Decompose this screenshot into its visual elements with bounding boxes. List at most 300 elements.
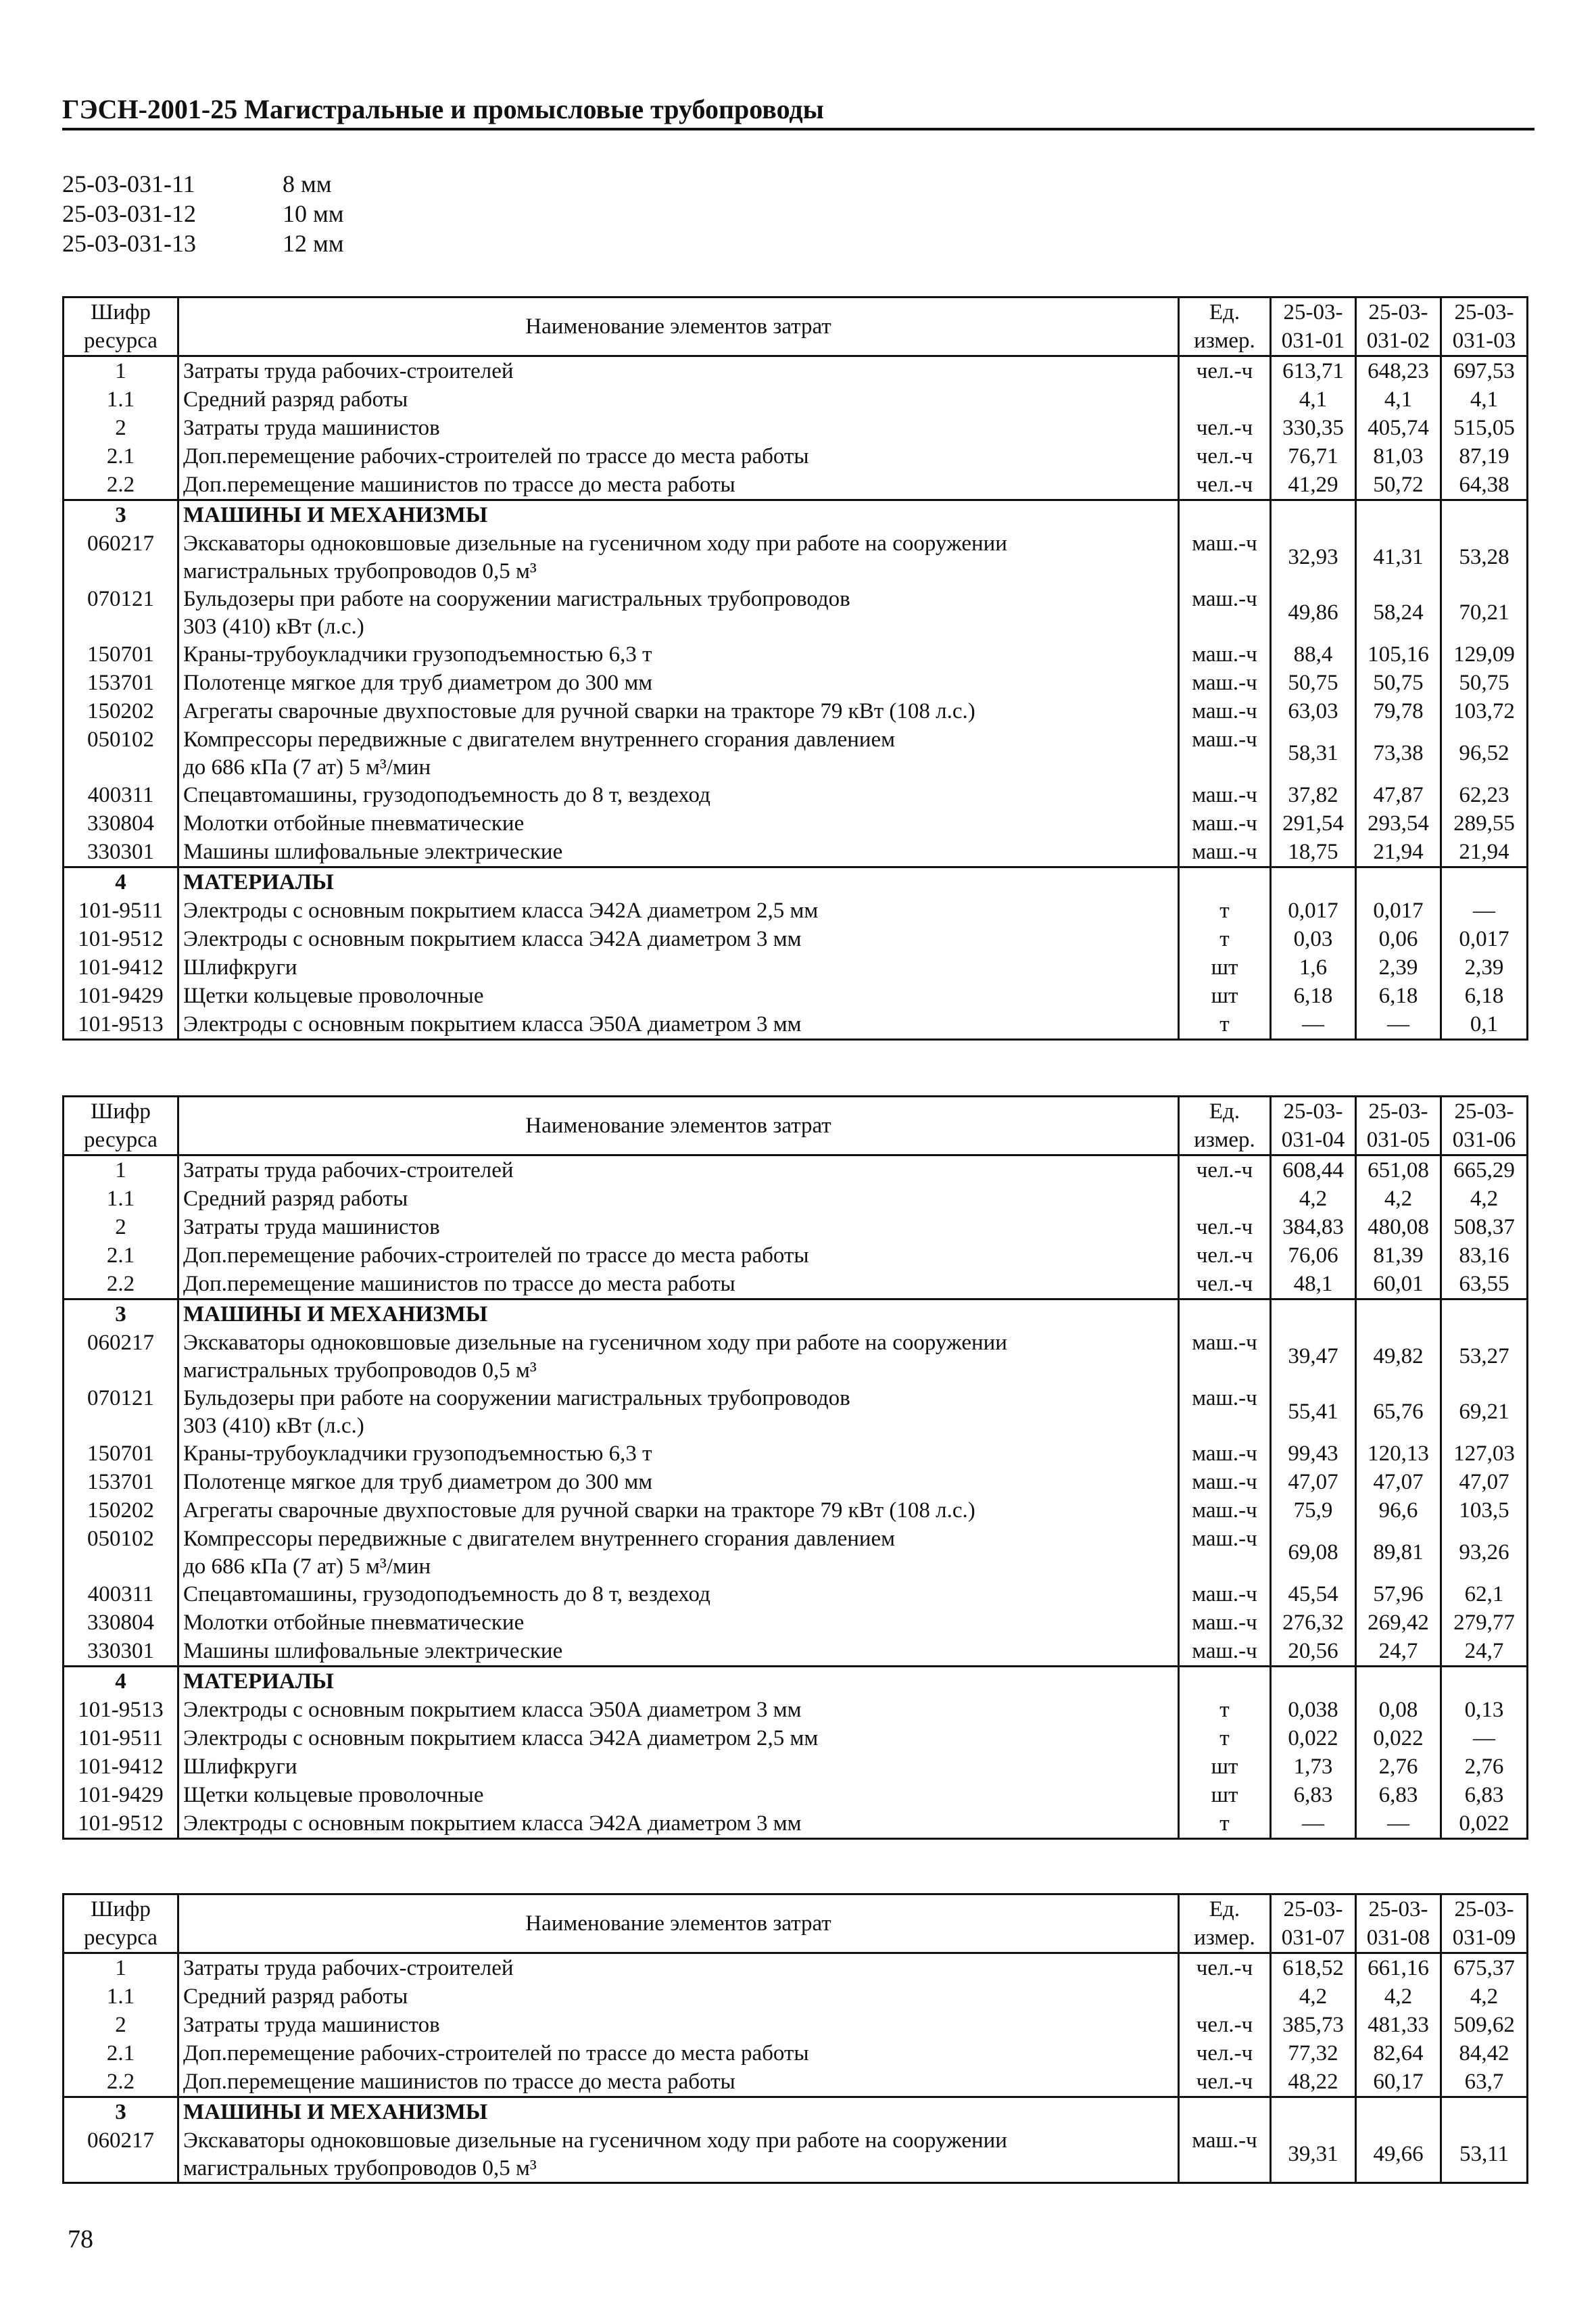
column-header-norm-top: 25-03- xyxy=(1271,1894,1356,1924)
variant-row xyxy=(62,199,344,229)
table-row xyxy=(64,2039,1528,2068)
table-row xyxy=(64,1781,1528,1809)
column-header-unit-bottom: измер. xyxy=(1179,327,1271,356)
resource-value: 65,76 xyxy=(1356,1384,1441,1439)
resource-name: Агрегаты сварочные двухпостовые для ручной сварки на тракторе 79 кВт (108 л.с.) xyxy=(178,1496,1179,1525)
resource-value: 508,37 xyxy=(1441,1213,1528,1241)
resource-value: 515,05 xyxy=(1441,414,1528,442)
resource-code: 150701 xyxy=(64,1439,178,1468)
resource-unit: маш.-ч xyxy=(1179,1525,1271,1580)
resource-value: 4,1 xyxy=(1441,385,1528,414)
resource-value: 4,2 xyxy=(1271,1185,1356,1213)
resource-code: 3 xyxy=(64,1299,178,1329)
resource-value: 0,13 xyxy=(1441,1696,1528,1724)
resource-value xyxy=(1271,1667,1356,1696)
resource-code: 150202 xyxy=(64,1496,178,1525)
resource-value: 405,74 xyxy=(1356,414,1441,442)
column-header-norm-bottom: 031-03 xyxy=(1441,327,1528,356)
resource-value xyxy=(1271,2097,1356,2127)
resource-value: 675,37 xyxy=(1441,1953,1528,1983)
table-row xyxy=(64,1241,1528,1270)
resource-value: 63,03 xyxy=(1271,697,1356,725)
table-row xyxy=(64,529,1528,558)
resource-name: Шлифкруги xyxy=(178,1752,1179,1781)
resource-name: Электроды с основным покрытием класса Э50А диаметром 3 мм xyxy=(178,1696,1179,1724)
resource-name: МАШИНЫ И МЕХАНИЗМЫ xyxy=(178,1299,1179,1329)
resource-name: Доп.перемещение рабочих-строителей по трассе до места работы xyxy=(178,2039,1179,2068)
resource-value: 697,53 xyxy=(1441,356,1528,386)
column-header-unit-bottom: измер. xyxy=(1179,1924,1271,1953)
resource-value: 6,18 xyxy=(1441,982,1528,1010)
resource-unit: чел.-ч xyxy=(1179,1155,1271,1185)
resource-value xyxy=(1356,2097,1441,2127)
resource-name: Средний разряд работы xyxy=(178,1185,1179,1213)
resource-value: 93,26 xyxy=(1441,1525,1528,1580)
resource-code: 330804 xyxy=(64,1608,178,1637)
resource-name: Доп.перемещение машинистов по трассе до места работы xyxy=(178,1270,1179,1299)
resource-value: 613,71 xyxy=(1271,356,1356,386)
resource-value: 651,08 xyxy=(1356,1155,1441,1185)
resource-value: 32,93 xyxy=(1271,529,1356,585)
resource-code: 2.1 xyxy=(64,442,178,471)
resource-unit: маш.-ч xyxy=(1179,669,1271,697)
resource-code: 101-9511 xyxy=(64,1724,178,1752)
resource-value: 4,2 xyxy=(1356,1185,1441,1213)
resource-value: 55,41 xyxy=(1271,1384,1356,1439)
variant-code: 25-03-031-11 xyxy=(62,170,195,197)
resource-unit: маш.-ч xyxy=(1179,1637,1271,1667)
resource-name: Затраты труда рабочих-строителей xyxy=(178,1953,1179,1983)
resource-unit: маш.-ч xyxy=(1179,1580,1271,1608)
resource-value: 665,29 xyxy=(1441,1155,1528,1185)
column-header-name: Наименование элементов затрат xyxy=(178,297,1179,356)
resource-name: МАТЕРИАЛЫ xyxy=(178,867,1179,897)
resource-code: 050102 xyxy=(64,725,178,781)
column-header-name: Наименование элементов затрат xyxy=(178,1894,1179,1953)
table-row xyxy=(64,1724,1528,1752)
resource-unit xyxy=(1179,2097,1271,2127)
resource-value: 76,06 xyxy=(1271,1241,1356,1270)
resource-value: 127,03 xyxy=(1441,1439,1528,1468)
resource-code: 2.2 xyxy=(64,2068,178,2097)
resource-name: Электроды с основным покрытием класса Э42А диаметром 2,5 мм xyxy=(178,1724,1179,1752)
column-header-unit-top: Ед. xyxy=(1179,1894,1271,1924)
resource-code: 060217 xyxy=(64,2126,178,2183)
resource-name: Электроды с основным покрытием класса Э42А диаметром 3 мм xyxy=(178,925,1179,953)
table-row xyxy=(64,953,1528,982)
table-row xyxy=(64,982,1528,1010)
resource-unit: чел.-ч xyxy=(1179,1270,1271,1299)
resource-unit: чел.-ч xyxy=(1179,414,1271,442)
column-header-code-bottom: ресурса xyxy=(84,329,158,353)
column-header-norm-top: 25-03- xyxy=(1271,1097,1356,1126)
resource-unit: маш.-ч xyxy=(1179,781,1271,809)
resource-name: Экскаваторы одноковшовые дизельные на гусеничном ходу при работе на сооружении xyxy=(178,2126,1179,2155)
table-row xyxy=(64,1213,1528,1241)
resource-unit: маш.-ч xyxy=(1179,1608,1271,1637)
resource-unit: т xyxy=(1179,1010,1271,1040)
resource-value: 89,81 xyxy=(1356,1525,1441,1580)
resource-value: 50,75 xyxy=(1441,669,1528,697)
table-row xyxy=(64,1155,1528,1185)
resource-unit: маш.-ч xyxy=(1179,1468,1271,1496)
resource-value: 63,7 xyxy=(1441,2068,1528,2097)
resource-value: 6,18 xyxy=(1356,982,1441,1010)
resource-name-continuation: магистральных трубопроводов 0,5 м³ xyxy=(178,558,1179,585)
resource-value: 88,4 xyxy=(1271,640,1356,669)
column-header-norm-bottom: 031-08 xyxy=(1356,1924,1441,1953)
resource-name: Машины шлифовальные электрические xyxy=(178,1637,1179,1667)
column-header-norm-top: 25-03- xyxy=(1356,297,1441,327)
column-header-norm-top: 25-03- xyxy=(1441,1097,1528,1126)
resource-value: 37,82 xyxy=(1271,781,1356,809)
resource-unit: т xyxy=(1179,1724,1271,1752)
resource-unit: маш.-ч xyxy=(1179,1329,1271,1384)
resource-value: 0,017 xyxy=(1356,897,1441,925)
resource-unit: маш.-ч xyxy=(1179,725,1271,781)
column-header-norm-top: 25-03- xyxy=(1271,297,1356,327)
column-header-code xyxy=(64,297,178,356)
table-row xyxy=(64,1496,1528,1525)
resource-value: 0,03 xyxy=(1271,925,1356,953)
resource-value: 6,18 xyxy=(1271,982,1356,1010)
resource-value: 84,42 xyxy=(1441,2039,1528,2068)
variants-list xyxy=(62,169,344,258)
resource-unit: маш.-ч xyxy=(1179,585,1271,640)
section-row xyxy=(64,1667,1528,1696)
variant-row xyxy=(62,229,344,258)
section-row xyxy=(64,2097,1528,2127)
table-row xyxy=(64,356,1528,386)
resource-unit: чел.-ч xyxy=(1179,442,1271,471)
section-row xyxy=(64,500,1528,530)
table-row xyxy=(64,1982,1528,2011)
resource-name: Доп.перемещение машинистов по трассе до места работы xyxy=(178,2068,1179,2097)
resource-value: 49,66 xyxy=(1356,2126,1441,2183)
resource-unit: шт xyxy=(1179,953,1271,982)
column-header-norm-top: 25-03- xyxy=(1441,297,1528,327)
table-row xyxy=(64,1637,1528,1667)
resource-value: 76,71 xyxy=(1271,442,1356,471)
column-header-norm-bottom: 031-02 xyxy=(1356,327,1441,356)
resource-name: Бульдозеры при работе на сооружении магистральных трубопроводов xyxy=(178,585,1179,613)
resource-name: МАШИНЫ И МЕХАНИЗМЫ xyxy=(178,500,1179,530)
table-row xyxy=(64,1580,1528,1608)
resource-unit xyxy=(1179,385,1271,414)
resource-value: 39,47 xyxy=(1271,1329,1356,1384)
resource-value: 58,24 xyxy=(1356,585,1441,640)
resource-value: 24,7 xyxy=(1441,1637,1528,1667)
resource-unit: маш.-ч xyxy=(1179,1496,1271,1525)
resource-unit: чел.-ч xyxy=(1179,2068,1271,2097)
variant-code: 25-03-031-13 xyxy=(62,230,196,257)
resource-unit xyxy=(1179,500,1271,530)
resource-value: 648,23 xyxy=(1356,356,1441,386)
resource-code: 070121 xyxy=(64,585,178,640)
resource-code: 400311 xyxy=(64,781,178,809)
resource-code: 330301 xyxy=(64,1637,178,1667)
resource-value: 385,73 xyxy=(1271,2011,1356,2039)
resource-name: Полотенце мягкое для труб диаметром до 300 мм xyxy=(178,669,1179,697)
resource-value: 64,38 xyxy=(1441,471,1528,500)
resource-value: 1,6 xyxy=(1271,953,1356,982)
resource-value xyxy=(1271,867,1356,897)
resource-name: Затраты труда рабочих-строителей xyxy=(178,1155,1179,1185)
table-row xyxy=(64,669,1528,697)
resource-value: 6,83 xyxy=(1441,1781,1528,1809)
resource-name: Молотки отбойные пневматические xyxy=(178,1608,1179,1637)
resource-value: 60,17 xyxy=(1356,2068,1441,2097)
resource-name: Электроды с основным покрытием класса Э42А диаметром 2,5 мм xyxy=(178,897,1179,925)
resource-value: 608,44 xyxy=(1271,1155,1356,1185)
resource-value: — xyxy=(1271,1809,1356,1839)
resource-value xyxy=(1356,500,1441,530)
resource-value: 618,52 xyxy=(1271,1953,1356,1983)
resource-name-continuation: 303 (410) кВт (л.с.) xyxy=(178,1412,1179,1439)
resource-value: — xyxy=(1441,897,1528,925)
resource-value: 269,42 xyxy=(1356,1608,1441,1637)
resource-code: 2.1 xyxy=(64,2039,178,2068)
resource-name-continuation: до 686 кПа (7 ат) 5 м³/мин xyxy=(178,1553,1179,1580)
resource-value: 4,2 xyxy=(1441,1185,1528,1213)
resource-unit: чел.-ч xyxy=(1179,2011,1271,2039)
resource-unit xyxy=(1179,1185,1271,1213)
resource-name: Затраты труда рабочих-строителей xyxy=(178,356,1179,386)
resource-value: 73,38 xyxy=(1356,725,1441,781)
table-row xyxy=(64,1270,1528,1299)
resource-value xyxy=(1441,1667,1528,1696)
resource-unit: чел.-ч xyxy=(1179,471,1271,500)
resource-value: 103,72 xyxy=(1441,697,1528,725)
resource-value: 6,83 xyxy=(1271,1781,1356,1809)
resource-name: МАШИНЫ И МЕХАНИЗМЫ xyxy=(178,2097,1179,2127)
resource-code: 4 xyxy=(64,1667,178,1696)
resource-value: 0,022 xyxy=(1356,1724,1441,1752)
resource-value: 103,5 xyxy=(1441,1496,1528,1525)
resource-code: 060217 xyxy=(64,1329,178,1384)
resource-unit: чел.-ч xyxy=(1179,1241,1271,1270)
resource-value: 50,75 xyxy=(1356,669,1441,697)
table-row xyxy=(64,2011,1528,2039)
resource-value: 4,1 xyxy=(1356,385,1441,414)
resource-value: 289,55 xyxy=(1441,809,1528,838)
resource-code: 2 xyxy=(64,2011,178,2039)
variant-row xyxy=(62,169,344,199)
resource-code: 1 xyxy=(64,356,178,386)
resource-name-continuation: 303 (410) кВт (л.с.) xyxy=(178,613,1179,640)
resource-value: 6,83 xyxy=(1356,1781,1441,1809)
resource-value: 0,017 xyxy=(1441,925,1528,953)
resource-unit: чел.-ч xyxy=(1179,1953,1271,1983)
resource-value xyxy=(1441,867,1528,897)
resource-value: 77,32 xyxy=(1271,2039,1356,2068)
resource-value: 2,76 xyxy=(1441,1752,1528,1781)
resource-unit xyxy=(1179,1667,1271,1696)
resource-table-2 xyxy=(62,1095,1528,1840)
resource-code: 070121 xyxy=(64,1384,178,1439)
resource-value: 69,08 xyxy=(1271,1525,1356,1580)
resource-value xyxy=(1271,1299,1356,1329)
resource-value: 18,75 xyxy=(1271,838,1356,867)
resource-name: Электроды с основным покрытием класса Э42А диаметром 3 мм xyxy=(178,1809,1179,1839)
resource-value: 4,2 xyxy=(1271,1982,1356,2011)
resource-unit: т xyxy=(1179,1809,1271,1839)
table-row xyxy=(64,2126,1528,2155)
resource-value: 21,94 xyxy=(1356,838,1441,867)
resource-table-1 xyxy=(62,296,1528,1041)
resource-value: — xyxy=(1356,1010,1441,1040)
resource-name: Доп.перемещение рабочих-строителей по трассе до места работы xyxy=(178,1241,1179,1270)
resource-name: МАТЕРИАЛЫ xyxy=(178,1667,1179,1696)
variant-value: 10 мм xyxy=(283,200,344,227)
resource-value: 41,29 xyxy=(1271,471,1356,500)
resource-name: Машины шлифовальные электрические xyxy=(178,838,1179,867)
resource-unit xyxy=(1179,1299,1271,1329)
variant-code: 25-03-031-12 xyxy=(62,200,196,227)
resource-value: 62,23 xyxy=(1441,781,1528,809)
column-header-norm-bottom: 031-04 xyxy=(1271,1126,1356,1155)
resource-value: 21,94 xyxy=(1441,838,1528,867)
resource-value: 45,54 xyxy=(1271,1580,1356,1608)
resource-value: 75,9 xyxy=(1271,1496,1356,1525)
resource-value: 50,72 xyxy=(1356,471,1441,500)
resource-value: 60,01 xyxy=(1356,1270,1441,1299)
resource-value: 2,39 xyxy=(1356,953,1441,982)
resource-value: 70,21 xyxy=(1441,585,1528,640)
resource-unit: маш.-ч xyxy=(1179,809,1271,838)
table-row xyxy=(64,725,1528,754)
section-row xyxy=(64,1299,1528,1329)
resource-code: 150202 xyxy=(64,697,178,725)
table-row xyxy=(64,385,1528,414)
resource-code: 101-9412 xyxy=(64,1752,178,1781)
column-header-code xyxy=(64,1097,178,1155)
resource-code: 2.1 xyxy=(64,1241,178,1270)
resource-value: 129,09 xyxy=(1441,640,1528,669)
table-row xyxy=(64,1468,1528,1496)
resource-code: 101-9512 xyxy=(64,925,178,953)
resource-name: Доп.перемещение рабочих-строителей по трассе до места работы xyxy=(178,442,1179,471)
resource-value: 49,82 xyxy=(1356,1329,1441,1384)
resource-value: 661,16 xyxy=(1356,1953,1441,1983)
resource-table-3 xyxy=(62,1893,1528,2184)
resource-code: 060217 xyxy=(64,529,178,585)
page-number: 78 xyxy=(68,2225,93,2253)
resource-code: 400311 xyxy=(64,1580,178,1608)
resource-name-continuation: магистральных трубопроводов 0,5 м³ xyxy=(178,2155,1179,2183)
resource-name: Электроды с основным покрытием класса Э50А диаметром 3 мм xyxy=(178,1010,1179,1040)
column-header-norm-bottom: 031-09 xyxy=(1441,1924,1528,1953)
resource-code: 2 xyxy=(64,414,178,442)
resource-value: 509,62 xyxy=(1441,2011,1528,2039)
resource-code: 153701 xyxy=(64,1468,178,1496)
resource-value: 1,73 xyxy=(1271,1752,1356,1781)
table-row xyxy=(64,838,1528,867)
resource-unit: маш.-ч xyxy=(1179,1439,1271,1468)
resource-unit xyxy=(1179,867,1271,897)
resource-value: 291,54 xyxy=(1271,809,1356,838)
table-row xyxy=(64,1608,1528,1637)
resource-value: 81,39 xyxy=(1356,1241,1441,1270)
resource-code: 050102 xyxy=(64,1525,178,1580)
resource-value: 58,31 xyxy=(1271,725,1356,781)
resource-code: 1.1 xyxy=(64,385,178,414)
resource-unit: маш.-ч xyxy=(1179,640,1271,669)
resource-code: 330301 xyxy=(64,838,178,867)
section-row xyxy=(64,867,1528,897)
column-header-norm-bottom: 031-07 xyxy=(1271,1924,1356,1953)
resource-code: 101-9429 xyxy=(64,982,178,1010)
table-row xyxy=(64,1384,1528,1412)
resource-code: 2.2 xyxy=(64,471,178,500)
table-row xyxy=(64,1809,1528,1839)
resource-value: — xyxy=(1441,1724,1528,1752)
resource-value: 47,07 xyxy=(1356,1468,1441,1496)
resource-value: 0,022 xyxy=(1441,1809,1528,1839)
column-header-code-bottom: ресурса xyxy=(84,1128,158,1152)
table-row xyxy=(64,897,1528,925)
resource-value: 4,1 xyxy=(1271,385,1356,414)
resource-value xyxy=(1441,500,1528,530)
resource-name: Затраты труда машинистов xyxy=(178,2011,1179,2039)
table-header-row xyxy=(64,297,1528,327)
table-row xyxy=(64,1953,1528,1983)
resource-value: 53,11 xyxy=(1441,2126,1528,2183)
resource-code: 101-9511 xyxy=(64,897,178,925)
resource-value: 105,16 xyxy=(1356,640,1441,669)
resource-value: 2,39 xyxy=(1441,953,1528,982)
variant-value: 12 мм xyxy=(283,230,344,257)
resource-unit: т xyxy=(1179,1696,1271,1724)
resource-name: Экскаваторы одноковшовые дизельные на гусеничном ходу при работе на сооружении xyxy=(178,529,1179,558)
resource-value: 0,06 xyxy=(1356,925,1441,953)
resource-name: Краны-трубоукладчики грузоподъемностью 6,3 т xyxy=(178,1439,1179,1468)
resource-value: 47,87 xyxy=(1356,781,1441,809)
table-header-row xyxy=(64,1894,1528,1924)
column-header-norm-bottom: 031-06 xyxy=(1441,1126,1528,1155)
column-header-norm-bottom: 031-05 xyxy=(1356,1126,1441,1155)
resource-code: 3 xyxy=(64,500,178,530)
column-header-code xyxy=(64,1894,178,1953)
resource-value: 48,1 xyxy=(1271,1270,1356,1299)
resource-code: 101-9412 xyxy=(64,953,178,982)
resource-value: 69,21 xyxy=(1441,1384,1528,1439)
resource-name: Затраты труда машинистов xyxy=(178,414,1179,442)
resource-value: 4,2 xyxy=(1441,1982,1528,2011)
resource-value: 49,86 xyxy=(1271,585,1356,640)
table-row xyxy=(64,2068,1528,2097)
resource-value: 276,32 xyxy=(1271,1608,1356,1637)
table-row xyxy=(64,697,1528,725)
resource-value: 0,017 xyxy=(1271,897,1356,925)
column-header-code-top: Шифр xyxy=(91,1099,151,1124)
resource-unit xyxy=(1179,1982,1271,2011)
resource-unit: шт xyxy=(1179,1781,1271,1809)
resource-name: Экскаваторы одноковшовые дизельные на гусеничном ходу при работе на сооружении xyxy=(178,1329,1179,1357)
column-header-name: Наименование элементов затрат xyxy=(178,1097,1179,1155)
resource-value: 99,43 xyxy=(1271,1439,1356,1468)
resource-name: Щетки кольцевые проволочные xyxy=(178,982,1179,1010)
resource-value: 2,76 xyxy=(1356,1752,1441,1781)
resource-code: 1.1 xyxy=(64,1982,178,2011)
resource-name-continuation: магистральных трубопроводов 0,5 м³ xyxy=(178,1357,1179,1384)
resource-unit: чел.-ч xyxy=(1179,2039,1271,2068)
resource-value: 41,31 xyxy=(1356,529,1441,585)
resource-value: 120,13 xyxy=(1356,1439,1441,1468)
resource-unit: маш.-ч xyxy=(1179,697,1271,725)
resource-name: Средний разряд работы xyxy=(178,1982,1179,2011)
column-header-unit-bottom: измер. xyxy=(1179,1126,1271,1155)
